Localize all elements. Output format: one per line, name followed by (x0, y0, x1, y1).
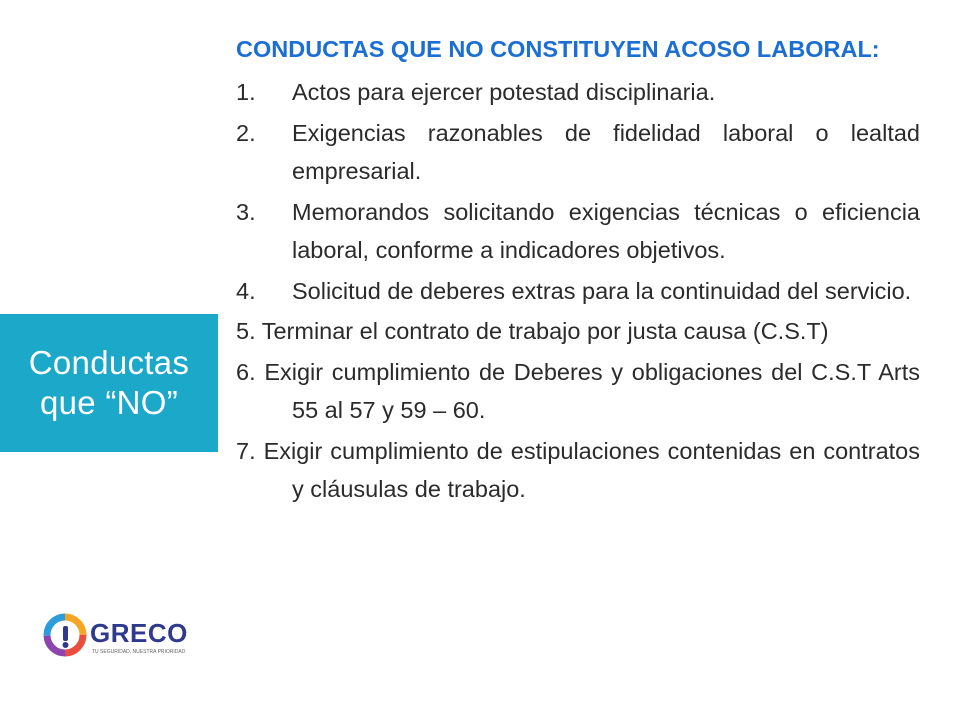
list-item-number: 6. (236, 358, 256, 385)
list-item-text: Memorandos solicitando exigencias técnicas o eficiencia laboral, conforme a indicadores objetivos. (292, 198, 920, 263)
logo-wordmark: GRECO (90, 618, 188, 648)
list-item (236, 114, 920, 191)
sidebar-title (29, 343, 189, 423)
list-item-text: Exigir cumplimiento de Deberes y obligaciones del C.S.T Arts 55 al 57 y 59 – 60. (264, 358, 921, 423)
list-item (236, 353, 920, 430)
list-item-number: 7. (236, 437, 256, 464)
section-heading: CONDUCTAS QUE NO CONSTITUYEN ACOSO LABORAL: (236, 36, 880, 62)
list-item-number: 2. (236, 119, 256, 146)
list-item-number: 5. (236, 318, 256, 344)
list-item-number: 1. (236, 79, 256, 105)
conduct-list (236, 73, 920, 509)
list-item (236, 312, 920, 351)
list-item (236, 193, 920, 270)
logo-tagline: TU SEGURIDAD, NUESTRA PRIORIDAD (92, 649, 186, 655)
list-item-text: Terminar el contrato de trabajo por justa causa (C.S.T) (261, 318, 829, 344)
list-item-number: 3. (236, 198, 256, 225)
list-item-text: Exigencias razonables de fidelidad laboral o lealtad empresarial. (292, 119, 920, 184)
sidebar-title-line1: Conductas (28, 344, 190, 381)
list-item-text: Actos para ejercer potestad disciplinaria. (292, 79, 716, 105)
greco-logo (42, 610, 188, 662)
list-item (236, 73, 920, 112)
main-content (236, 30, 920, 511)
list-item-number: 4. (236, 277, 256, 304)
sidebar-title-line2: que “NO” (39, 384, 179, 421)
list-item-text: Solicitud de deberes extras para la continuidad del servicio. (292, 277, 912, 304)
greco-logo-icon (42, 612, 88, 658)
sidebar-title-box (0, 314, 218, 452)
list-item (236, 432, 920, 509)
list-item-text: Exigir cumplimiento de estipulaciones contenidas en contratos y cláusulas de trabajo. (263, 437, 920, 502)
list-item (236, 272, 920, 311)
